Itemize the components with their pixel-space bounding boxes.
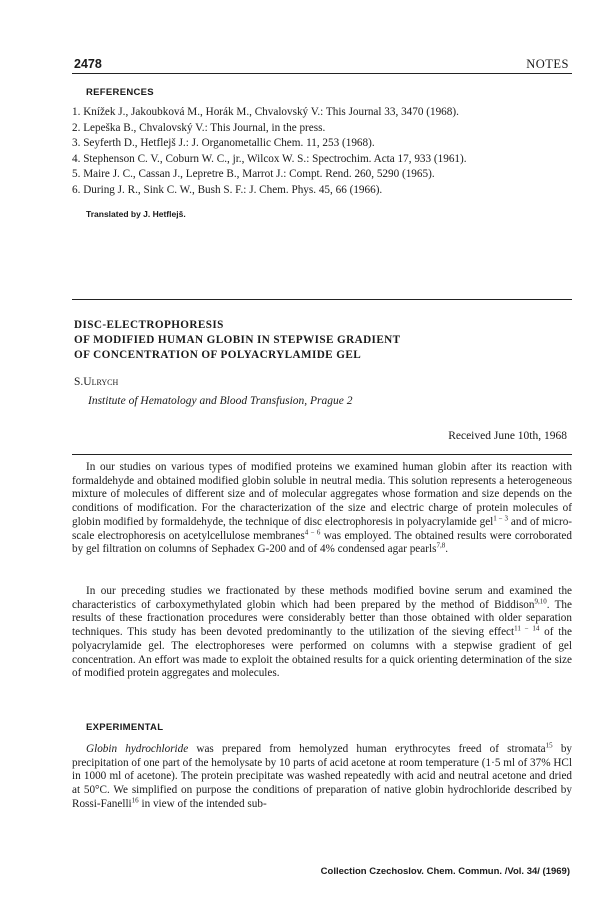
section-label: NOTES: [526, 57, 569, 71]
body-rule: [72, 454, 572, 455]
reference-item: 3. Seyferth D., Hetflejš J.: J. Organometallic Chem. 11, 253 (1968).: [72, 137, 375, 150]
author: [74, 376, 118, 388]
paragraph-text: In our studies on various types of modified proteins we examined human globin after its reaction with formaldehyde and obtained modified globin soluble in neutral media. This solution represents a heterogeneous mixture of molecules of different size and of molecular aggregates whose formation and size depends on the conditions of modification. For the characterization of the size and electric charge of protein molecules of globin modified by formaldehyde, the technique of disc electrophoresis in polyacrylamide gel: [72, 461, 572, 528]
title-line: OF MODIFIED HUMAN GLOBIN IN STEPWISE GRADIENT: [74, 334, 401, 346]
paragraph-text: and of micro-scale electrophoresis on acetylcellulose membranes: [72, 515, 573, 542]
experimental-paragraph: [72, 743, 572, 812]
references-heading: REFERENCES: [86, 87, 154, 98]
author-surname: Ulrych: [83, 376, 119, 388]
reference-item: 4. Stephenson C. V., Coburn W. C., jr., Wilcox W. S.: Spectrochim. Acta 17, 933 (1961).: [72, 152, 467, 165]
citation-superscript: 16: [131, 796, 139, 805]
page-number: 2478: [74, 57, 102, 71]
citation-superscript: 1 − 3: [493, 514, 508, 523]
journal-footer: Collection Czechoslov. Chem. Commun. /Vol. 34/ (1969): [320, 866, 570, 877]
citation-superscript: 7,8: [436, 541, 446, 550]
reference-item: 1. Knížek J., Jakoubková M., Horák M., Chvalovský V.: This Journal 33, 3470 (1968).: [72, 106, 459, 118]
received-date: Received June 10th, 1968: [448, 430, 567, 442]
title-line: OF CONCENTRATION OF POLYACRYLAMIDE GEL: [74, 349, 362, 361]
paragraph-text: was employed. The obtained results were corroborated by gel filtration on columns of Sephadex G-200 and of 4% condensed agar pearls: [72, 529, 572, 556]
article-title: [74, 318, 401, 363]
italic-term: Globin hydrochloride: [86, 743, 189, 755]
author-initial: S.: [74, 376, 84, 388]
reference-item: 6. During J. R., Sink C. W., Bush S. F.: J. Chem. Phys. 45, 66 (1966).: [72, 183, 383, 196]
paragraph-text: In our preceding studies we fractionated by these methods modified bovine serum and examined the characteristics of carboxymethylated globin which had been prepared by the method of Biddison: [72, 585, 572, 611]
paragraph-text: by precipitation of one part of the hemolysate by 10 parts of acid acetone at room temperature (1·5 ml of 37% HCl in 1000 ml of acetone). The protein precipitate was washed repeatedly with acid and neutral acetone and dried at 50°C. We simplified on purpose the conditions of preparation of native globin hydrochloride described by Rossi-Fanelli: [72, 743, 573, 810]
title-line: DISC-ELECTROPHORESIS: [74, 319, 224, 331]
experimental-heading: EXPERIMENTAL: [86, 722, 164, 733]
paragraph-text: of the polyacrylamide gel. The electrophoreses were performed on columns with a stepwise gradient of gel concentration. An effort was made to exploit the obtained results for a quick orienting determination of the size of modified protein aggregates and molecules.: [72, 626, 572, 680]
paragraph-text: was prepared from hemolyzed human erythrocytes freed of stromata: [188, 743, 546, 755]
translator-note: Translated by J. Hetflejš.: [86, 209, 186, 219]
paragraph-text: in view of the intended sub-: [138, 797, 267, 810]
reference-item: 2. Lepeška B., Chvalovský V.: This Journal, in the press.: [72, 121, 326, 134]
reference-item: 5. Maire J. C., Cassan J., Lepretre B., Marrot J.: Compt. Rend. 260, 5290 (1965).: [72, 168, 435, 181]
citation-superscript: 4 − 6: [304, 527, 321, 536]
author-affiliation: Institute of Hematology and Blood Transfusion, Prague 2: [88, 395, 353, 407]
intro-paragraph-1: [72, 461, 572, 557]
intro-paragraph-2: [72, 585, 572, 681]
references-list: [72, 105, 572, 199]
citation-superscript: 11 − 14: [514, 624, 540, 633]
header-rule: [72, 73, 572, 74]
paragraph-text: .: [445, 543, 448, 556]
citation-superscript: 9,10: [534, 596, 547, 605]
paragraph-text: . The results of these fractionation procedures were considerably better than those obtained with older separation techniques. This study has been devoted predominantly to the utilization of the sieving effect: [72, 598, 572, 639]
citation-superscript: 15: [545, 741, 553, 750]
section-divider: [72, 299, 572, 300]
